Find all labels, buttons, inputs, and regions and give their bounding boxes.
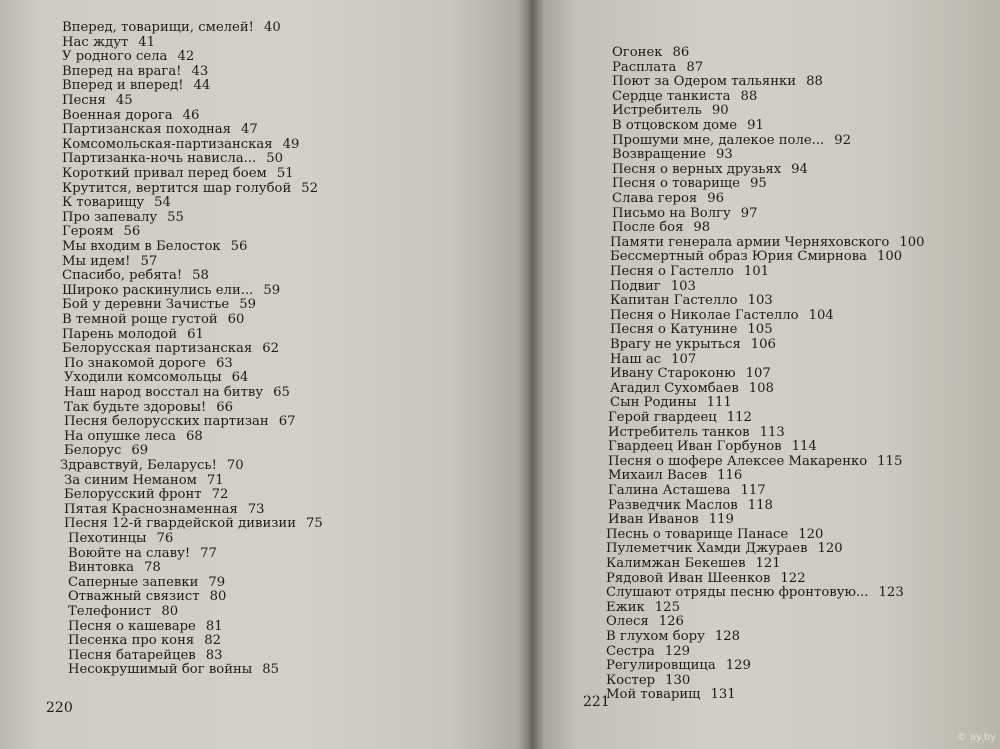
toc-entry-page: 51 [276,166,294,181]
toc-entry-title: Памяти генерала армии Черняховского [610,234,890,250]
toc-entry [64,356,233,371]
toc-entry-title: За синим Неманом [64,472,197,488]
toc-entry-title: Крутится, вертится шар голубой [62,180,292,196]
toc-entry-title: Герой гвардеец [608,410,717,425]
toc-entry-title: Слава героя [612,191,698,206]
toc-entry-title: Капитан Гастелло [610,293,738,309]
toc-entry-title: Песня белорусских партизан [64,414,269,430]
toc-entry [606,541,843,556]
toc-entry-title: Костер [606,672,656,688]
toc-entry-title: Белорус [64,443,122,459]
toc-entry-title: Про запевалу [62,209,158,225]
toc-entry-title: Короткий привал перед боем [62,166,267,181]
toc-entry [62,297,256,312]
toc-entry [606,629,740,644]
toc-entry [610,235,925,250]
toc-entry [606,673,690,688]
toc-entry-page: 63 [216,355,233,371]
toc-entry-page: 86 [672,45,690,60]
toc-entry [68,633,221,648]
toc-entry-title: Возвращение [612,147,706,163]
toc-entry-title: Так будьте здоровы! [64,399,207,415]
toc-entry-page: 65 [273,385,290,400]
toc-entry [610,366,771,381]
toc-entry [64,473,224,488]
toc-entry-title: Сын Родины [610,395,697,411]
toc-entry [610,395,732,410]
toc-entry-page: 103 [747,293,773,309]
toc-entry-page: 129 [725,658,751,674]
toc-entry-page: 54 [154,195,171,211]
toc-entry-page: 118 [747,497,773,513]
toc-entry-page: 130 [665,672,691,688]
toc-entry-page: 107 [671,351,697,367]
toc-entry-page: 125 [654,599,680,615]
toc-entry [62,254,157,269]
toc-entry-title: Подвиг [610,278,661,294]
toc-entry-title: Иван Иванов [608,512,699,528]
toc-entry [62,64,208,79]
toc-entry-title: Вперед и вперед! [62,78,184,94]
page-number-right: 221 [583,694,610,710]
toc-entry-page: 56 [123,224,141,240]
toc-entry [612,206,758,221]
toc-entry-page: 107 [745,366,771,382]
toc-entry [62,210,184,225]
toc-entry [608,512,734,527]
toc-entry-title: Песня о Гастелло [610,264,734,279]
toc-entry-title: Уходили комсомольцы [64,370,222,386]
toc-entry [68,604,178,619]
toc-entry-title: Сердце танкиста [612,88,731,104]
toc-entry-page: 43 [191,63,209,79]
toc-entry-page: 49 [282,136,300,152]
toc-entry [606,527,823,542]
toc-entry [68,531,173,546]
toc-entry-title: Вперед, товарищи, смелей! [62,20,254,35]
toc-entry [610,264,769,279]
toc-entry-title: Расплата [612,59,677,75]
toc-entry-title: Военная дорога [62,107,173,123]
toc-entry [610,337,776,352]
toc-entry-title: На опушке леса [64,428,176,444]
toc-entry [62,122,258,137]
toc-entry-page: 82 [204,633,222,649]
toc-entry [610,308,834,323]
toc-entry-title: Агадил Сухомбаев [610,380,739,396]
toc-entry [64,487,228,502]
toc-entry-title: Комсомольская-партизанская [62,136,273,152]
toc-entry [612,74,823,89]
toc-entry [612,60,703,75]
toc-entry [608,498,773,513]
toc-entry-title: Истребитель танков [608,424,750,440]
toc-entry-page: 46 [182,107,200,123]
toc-entry [612,191,724,206]
toc-entry-page: 97 [740,205,758,221]
toc-entry-page: 52 [301,180,319,196]
toc-entry-title: Спасибо, ребята! [62,268,183,284]
toc-entry [612,162,808,177]
toc-entry-page: 120 [798,526,824,542]
toc-entry [62,224,140,239]
toc-entry-title: У родного села [62,49,168,65]
toc-entry-title: Героям [62,224,114,240]
toc-entry [612,45,689,60]
toc-entry [68,560,161,575]
toc-entry-title: Бессмертный образ Юрия Смирнова [610,249,867,265]
toc-entry-title: Винтовка [68,560,135,576]
toc-entry-title: Песнь о товарище Панасе [606,526,789,542]
toc-entry-title: Ивану Староконю [610,366,736,382]
toc-entry-page: 50 [266,151,283,167]
toc-entry-page: 122 [780,570,806,586]
toc-entry [612,176,767,191]
toc-entry-title: Партизанка-ночь нависла... [62,151,257,167]
toc-entry-page: 70 [226,458,244,473]
toc-entry-title: В глухом бору [606,629,705,644]
toc-entry [62,312,244,327]
toc-entry-page: 80 [161,604,179,619]
toc-entry-title: Истребитель [612,103,702,119]
toc-entry-page: 94 [791,161,808,177]
toc-entry [64,516,323,531]
toc-entry-title: Песня о Николае Гастелло [610,307,799,323]
toc-entry-title: Мы входим в Белосток [62,239,221,254]
toc-entry-page: 91 [747,118,764,133]
toc-entry-title: Песня 12-й гвардейской дивизии [64,516,297,532]
toc-entry-title: Песенка про коня [68,633,195,649]
toc-entry [68,575,225,590]
toc-entry [62,20,281,35]
toc-entry-title: После боя [612,220,684,236]
toc-entry-title: Мой товарищ [606,687,701,703]
toc-entry-title: Олеся [606,614,649,630]
toc-entry [64,429,203,444]
toc-entry [606,571,806,586]
toc-entry-page: 105 [747,322,773,338]
toc-entry-page: 121 [755,556,781,571]
toc-entry [68,662,279,677]
toc-entry-page: 131 [710,687,736,703]
toc-entry-page: 103 [670,278,696,294]
toc-entry-title: Белорусская партизанская [62,341,253,357]
toc-entry-page: 64 [231,370,249,386]
watermark: © ay.by [956,732,996,743]
toc-entry-page: 40 [263,20,281,35]
toc-entry [610,322,773,337]
toc-entry-title: Песня о Катунине [610,322,738,338]
toc-entry [62,239,247,254]
toc-entry [60,458,244,473]
toc-entry-page: 66 [216,399,234,415]
toc-entry-title: Поют за Одером тальянки [612,74,797,90]
toc-entry-page: 44 [193,78,211,94]
toc-entry-page: 59 [263,282,281,298]
toc-entry [68,648,222,663]
toc-entry-title: В темной роще густой [62,312,218,327]
toc-entry-page: 83 [205,647,223,663]
toc-entry [62,108,199,123]
toc-entry [608,410,752,425]
toc-entry [62,195,171,210]
toc-entry-title: Несокрушимый бог войны [68,662,253,678]
toc-entry-title: Песня о верных друзьях [612,161,782,177]
toc-entry [606,687,736,702]
toc-entry [608,454,902,469]
toc-entry-page: 67 [278,414,296,430]
toc-entry-page: 62 [262,341,280,357]
toc-entry-page: 57 [140,253,158,269]
toc-entry-page: 79 [208,574,226,590]
toc-entry-title: Михаил Васев [608,468,708,484]
toc-entry-title: Пятая Краснознаменная [64,501,238,517]
toc-entry-page: 100 [876,249,903,265]
toc-entry-title: Наш ас [610,351,662,367]
toc-entry-title: Песня батарейцев [68,647,196,663]
toc-entry [612,133,851,148]
toc-entry-title: Песня о товарище [612,176,740,192]
toc-entry [608,468,742,483]
toc-entry-page: 85 [262,662,280,678]
toc-entry-page: 128 [714,629,741,644]
toc-entry [62,137,299,152]
toc-entry [610,249,902,264]
toc-entry-title: Воюйте на славу! [68,545,191,561]
toc-entry-page: 41 [138,34,156,50]
toc-entry-page: 92 [834,132,851,148]
toc-entry-page: 101 [743,264,770,279]
toc-entry-title: Гвардеец Иван Горбунов [608,439,782,455]
toc-entry-page: 73 [247,501,265,517]
toc-entry-page: 115 [877,453,903,469]
toc-entry-title: Широко раскинулись ели... [62,282,254,298]
toc-entry-title: Отважный связист [68,589,200,605]
toc-entry-title: Письмо на Волгу [612,205,731,221]
toc-entry-title: Телефонист [68,604,152,619]
toc-entry [68,589,226,604]
toc-entry [606,658,751,673]
toc-entry [64,414,296,429]
toc-entry-page: 108 [748,380,774,396]
toc-entry-title: По знакомой дороге [64,355,206,371]
toc-entry-title: Песня о кашеваре [68,618,196,634]
toc-entry-page: 76 [156,531,174,546]
toc-entry-title: Ежик [606,599,645,615]
toc-entry-page: 71 [206,472,224,488]
toc-entry [68,546,217,561]
toc-entry-title: В отцовском доме [612,118,738,133]
toc-entry [612,147,733,162]
toc-entry-page: 68 [185,428,203,444]
toc-entry-title: Нас ждут [62,34,129,50]
toc-entry-page: 77 [200,545,217,561]
toc-entry [606,585,904,600]
toc-entry-page: 78 [144,560,161,576]
toc-entry [612,220,710,235]
toc-entry [610,381,774,396]
toc-entry-title: Сестра [606,643,655,659]
toc-entry [64,370,248,385]
toc-entry [64,385,290,400]
toc-entry [68,619,223,634]
toc-entry-page: 88 [740,88,758,104]
toc-entry-page: 93 [716,147,733,163]
toc-entry-page: 112 [726,410,752,425]
toc-entry [64,400,233,415]
toc-entry-page: 123 [878,585,904,601]
toc-entry [612,103,729,118]
toc-entry [62,35,155,50]
toc-entry-page: 117 [740,483,766,498]
toc-entry-title: Парень молодой [62,326,178,342]
toc-entry [608,483,766,498]
toc-entry-title: Прошуми мне, далекое поле... [612,132,825,148]
toc-entry [608,439,817,454]
toc-entry-page: 116 [717,468,743,484]
toc-entry-title: Партизанская походная [62,122,231,138]
toc-entry-page: 59 [239,297,256,313]
toc-entry-page: 75 [306,516,323,532]
toc-entry [62,283,280,298]
toc-entry-title: Вперед на врага! [62,63,182,79]
toc-entry-title: Регулировщица [606,658,716,674]
toc-entry-page: 106 [750,337,776,352]
toc-entry-title: Бой у деревни Зачистье [62,297,230,313]
toc-entry-title: Песня о шофере Алексее Макаренко [608,453,868,469]
toc-entry [62,268,209,283]
toc-entry-title: Галина Асташева [608,483,731,498]
toc-entry [610,279,696,294]
toc-entry-page: 60 [227,312,245,327]
toc-entry-title: Пулеметчик Хамди Джураев [606,541,808,557]
toc-entry-title: Песня [62,93,106,108]
toc-entry-title: Калимжан Бекешев [606,556,746,571]
toc-entry-title: Здравствуй, Беларусь! [60,458,217,473]
toc-entry-page: 111 [706,395,732,411]
toc-entry-page: 114 [791,439,817,455]
toc-entry [62,49,194,64]
book-gutter [518,0,544,749]
toc-entry-page: 90 [711,103,729,119]
toc-entry-page: 100 [899,234,925,250]
toc-entry-page: 126 [658,614,684,630]
toc-entry-page: 55 [167,209,184,225]
toc-entry-page: 80 [209,589,227,605]
toc-entry-title: Огонек [612,45,663,60]
toc-entry-page: 69 [131,443,149,459]
toc-entry [610,352,696,367]
toc-entry [62,151,283,166]
page-number-left: 220 [46,700,73,716]
toc-entry [64,502,265,517]
toc-entry-page: 47 [240,122,258,138]
toc-entry-page: 42 [177,49,195,65]
toc-entry-page: 61 [187,326,204,342]
toc-entry-title: Разведчик Маслов [608,497,738,513]
toc-entry-title: Врагу не укрыться [610,337,741,352]
toc-entry [62,181,318,196]
toc-entry-page: 120 [817,541,843,557]
toc-entry-title: Рядовой Иван Шеенков [606,570,771,586]
toc-entry [62,93,133,108]
toc-entry [612,118,764,133]
toc-entry-page: 87 [686,59,704,75]
toc-entry-title: Пехотинцы [68,531,147,546]
toc-entry-page: 98 [693,220,711,236]
toc-entry-title: К товарищу [62,195,145,211]
toc-entry [608,425,785,440]
toc-entry-page: 88 [806,74,823,90]
toc-entry-title: Мы идем! [62,253,131,269]
toc-entry-title: Белорусский фронт [64,487,202,503]
toc-entry-page: 113 [759,424,785,440]
toc-entry-page: 58 [192,268,209,284]
right-page [530,0,1000,749]
toc-entry [606,556,781,571]
toc-entry-title: Наш народ восстал на битву [64,385,264,400]
toc-entry [606,644,690,659]
toc-entry-page: 45 [115,93,133,108]
toc-entry [62,341,279,356]
toc-entry [610,293,773,308]
toc-entry-page: 104 [808,307,834,323]
toc-entry-title: Слушают отряды песню фронтовую... [606,585,869,601]
toc-entry-page: 81 [205,618,223,634]
toc-entry-page: 129 [664,643,691,659]
toc-entry-page: 96 [707,191,725,206]
toc-entry-page: 72 [211,487,229,503]
toc-entry [612,89,757,104]
toc-entry-title: Саперные запевки [68,574,199,590]
toc-entry-page: 95 [749,176,767,192]
toc-entry-page: 119 [708,512,734,528]
toc-entry [62,166,294,181]
toc-entry [64,443,148,458]
toc-entry-page: 56 [230,239,248,254]
toc-entry [606,614,684,629]
toc-entry [62,78,210,93]
toc-entry [606,600,680,615]
toc-entry [62,327,204,342]
